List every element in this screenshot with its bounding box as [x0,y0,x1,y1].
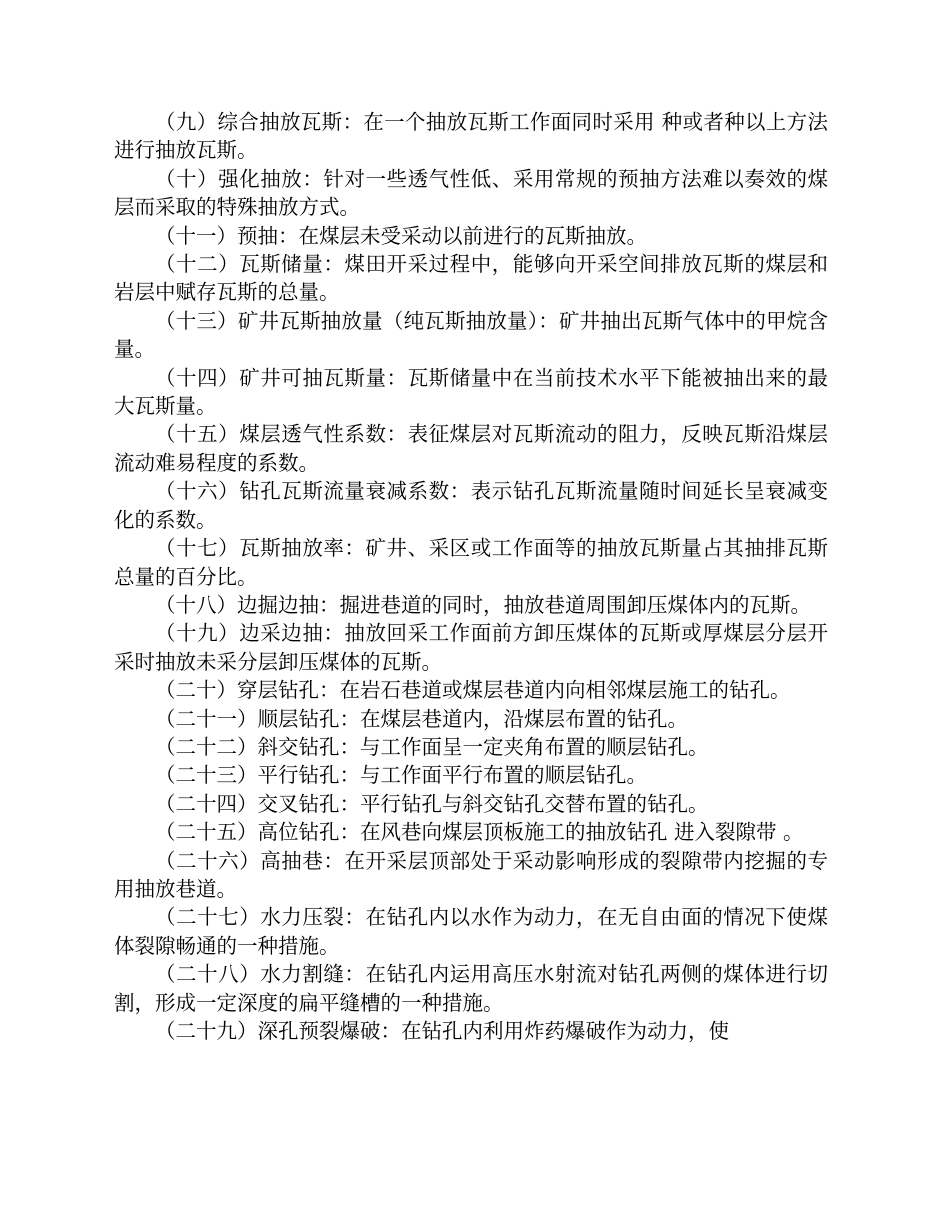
paragraph-11: （十一）预抽：在煤层未受采动以前进行的瓦斯抽放。 [155,223,647,248]
paragraph-13: （十三）矿井瓦斯抽放量（纯瓦斯抽放量）：矿井抽出瓦斯气体中的甲烷含量。 [114,308,828,362]
paragraph-18: （十八）边掘边抽：掘进巷道的同时，抽放巷道周围卸压煤体内的瓦斯。 [155,592,811,617]
paragraph-24: （二十四）交叉钻孔：平行钻孔与斜交钻孔交替布置的钻孔。 [155,791,709,816]
paragraph-12: （十二）瓦斯储量：煤田开采过程中，能够向开采空间排放瓦斯的煤层和岩层中赋存瓦斯的总量。 [114,252,828,305]
paragraph-26: （二十六）高抽巷：在开采层顶部处于采动影响形成的裂隙带内挖掘的专用抽放巷道。 [114,848,828,901]
document-body [114,108,828,1045]
paragraph-25: （二十五）高位钻孔：在风巷向煤层顶板施工的抽放钻孔 进入裂隙带 。 [155,820,804,845]
paragraph-27: （二十七）水力压裂：在钻孔内以水作为动力，在无自由面的情况下使煤体裂隙畅通的一种措施。 [114,905,828,958]
paragraph-22: （二十二）斜交钻孔：与工作面呈一定夹角布置的顺层钻孔。 [155,734,709,759]
paragraph-17: （十七）瓦斯抽放率：矿井、采区或工作面等的抽放瓦斯量占其抽排瓦斯总量的百分比。 [114,536,828,589]
paragraph-20: （二十）穿层钻孔：在岩石巷道或煤层巷道内向相邻煤层施工的钻孔。 [155,678,791,703]
paragraph-15: （十五）煤层透气性系数：表征煤层对瓦斯流动的阻力，反映瓦斯沿煤层流动难易程度的系数。 [114,422,828,475]
paragraph-16: （十六）钻孔瓦斯流量衰减系数：表示钻孔瓦斯流量随时间延长呈衰减变化的系数。 [114,479,828,532]
paragraph-9: （九）综合抽放瓦斯：在一个抽放瓦斯工作面同时采用 种或者种以上方法进行抽放瓦斯。 [114,110,828,163]
paragraph-23: （二十三）平行钻孔：与工作面平行布置的顺层钻孔。 [155,763,647,788]
paragraph-21: （二十一）顺层钻孔：在煤层巷道内，沿煤层布置的钻孔。 [155,706,688,731]
paragraph-10: （十）强化抽放：针对一些透气性低、采用常规的预抽方法难以奏效的煤层而采取的特殊抽放方式。 [114,166,828,220]
paragraph-29: （二十九）深孔预裂爆破：在钻孔内利用炸药爆破作为动力，使 [155,1019,729,1043]
paragraph-14: （十四）矿井可抽瓦斯量：瓦斯储量中在当前技术水平下能被抽出来的最大瓦斯量。 [114,365,828,419]
paragraph-19: （十九）边采边抽：抽放回采工作面前方卸压煤体的瓦斯或厚煤层分层开采时抽放未采分层卸压煤体的瓦斯。 [114,621,828,674]
paragraph-28: （二十八）水力割缝：在钻孔内运用高压水射流对钻孔两侧的煤体进行切割，形成一定深度的扁平缝槽的一种措施。 [114,962,828,1015]
